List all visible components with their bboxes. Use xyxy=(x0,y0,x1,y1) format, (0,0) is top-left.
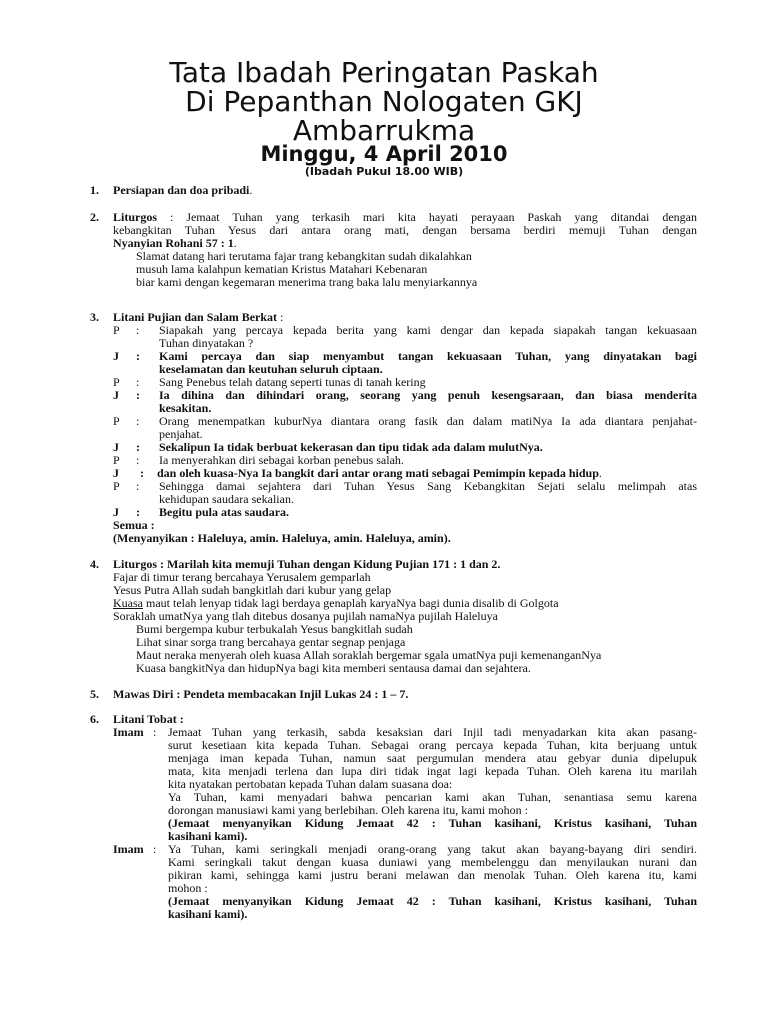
litany-line: kasihani kami). xyxy=(168,907,248,921)
litany-line: Jemaat Tuhan yang terkasih, sabda kesaksian dari Injil tadi menyadarkan kita akan pasang- xyxy=(168,725,697,739)
litany-line: Sehingga damai sejahtera dari Tuhan Yesus Sang Kebangkitan Sejati selalu melimpah atas xyxy=(159,479,697,493)
speaker-colon: : xyxy=(136,388,140,402)
speaker-colon: : xyxy=(136,349,140,363)
speaker-colon: : xyxy=(136,375,140,389)
litany-line: (Menyanyikan : Haleluya, amin. Haleluya, amin. Haleluya, amin). xyxy=(113,531,451,545)
section-6-heading: Litani Tobat : xyxy=(113,712,184,726)
speaker-label-p: P xyxy=(113,375,120,389)
speaker-label-j: J xyxy=(113,440,119,454)
litany-line: dan oleh kuasa-Nya Ia bangkit dari antar orang mati sebagai Pemimpin kepada hidup. xyxy=(157,466,602,480)
page-title-line3: Ambarrukma xyxy=(292,114,476,147)
litany-line: Kami percaya dan siap menyambut tangan kekuasaan Tuhan, yang dinyatakan bagi xyxy=(159,349,697,363)
litany-line: pikiran kami, sehingga kami justru berani melawan dan menolak Tuhan. Oleh karena itu, kami xyxy=(168,868,697,882)
litany-line: menjaga iman kepada Tuhan, namun saat pergumulan mendera atau gebyar dunia dipelupuk xyxy=(168,751,697,765)
speaker-label-j: J xyxy=(113,466,119,480)
section-2-line2: kebangkitan Tuhan Yesus dari antara orang mati, dengan bersama berdiri memuji Tuhan dengan xyxy=(113,223,697,237)
section-3-heading: Litani Pujian dan Salam Berkat : xyxy=(113,310,284,324)
hymn-verse-line: Fajar di timur terang bercahaya Yerusalem gemparlah xyxy=(113,570,371,584)
litany-line: mohon : xyxy=(168,881,208,895)
page-title-line1: Tata Ibadah Peringatan Paskah xyxy=(169,56,599,89)
speaker-label-imam: Imam xyxy=(113,842,144,856)
speaker-label-p: P xyxy=(113,453,120,467)
section-5-text: Mawas Diri : Pendeta membacakan Injil Lukas 24 : 1 – 7. xyxy=(113,687,409,701)
service-time-note: (Ibadah Pukul 18.00 WIB) xyxy=(304,165,464,178)
speaker-colon: : xyxy=(136,479,140,493)
litany-line: Tuhan dinyatakan ? xyxy=(159,336,254,350)
section-4-heading: Liturgos : Marilah kita memuji Tuhan dengan Kidung Pujian 171 : 1 dan 2. xyxy=(113,557,501,571)
section-4-number: 4. xyxy=(90,557,99,571)
speaker-colon: : xyxy=(136,453,140,467)
litany-line: Kami seringkali takut dengan kuasa duniawi yang membelenggu dan menyilaukan nurani dan xyxy=(168,855,697,869)
section-5-number: 5. xyxy=(90,687,99,701)
page-title-line2: Di Pepanthan Nologaten GKJ xyxy=(185,85,583,118)
speaker-label-p: P xyxy=(113,414,120,428)
hymn-verse-line: Kuasa bangkitNya dan hidupNya bagi kita memberi sentausa damai dan sejahtera. xyxy=(136,661,531,675)
hymn-verse-line: Lihat sinar sorga trang bercahaya gentar segnap penjaga xyxy=(136,635,406,649)
section-2-number: 2. xyxy=(90,210,99,224)
speaker-colon: : xyxy=(140,466,144,480)
litany-line: Ia dihina dan dihindari orang, seorang yang penuh kesengsaraan, dan biasa menderita xyxy=(159,388,697,402)
speaker-colon: : xyxy=(136,414,140,428)
litany-line: dorongan manusiawi kami yang berlebihan. Oleh karena itu, kami mohon : xyxy=(168,803,528,817)
section-1-text: Persiapan dan doa pribadi. xyxy=(113,183,253,197)
litany-line: kita nyatakan pertobatan kepada Tuhan dalam suasana doa: xyxy=(168,777,453,791)
litany-line: surut kesetiaan kita kepada Tuhan. Sebagai orang percaya kepada Tuhan, kita berjuang untuk xyxy=(168,738,697,752)
litany-line: Sang Penebus telah datang seperti tunas di tanah kering xyxy=(159,375,426,389)
hymn-verse-line: Slamat datang hari terutama fajar trang kebangkitan sudah dikalahkan xyxy=(136,249,472,263)
section-6-number: 6. xyxy=(90,712,99,726)
hymn-verse-line: Soraklah umatNya yang tlah ditebus dosanya pujilah namaNya pujilah Haleluya xyxy=(113,609,498,623)
section-1-number: 1. xyxy=(90,183,99,197)
litany-line: kasihani kami). xyxy=(168,829,248,843)
litany-line: Begitu pula atas saudara. xyxy=(159,505,290,519)
litany-line: Sekalipun Ia tidak berbuat kekerasan dan tipu tidak ada dalam mulutNya. xyxy=(159,440,543,454)
litany-line: kehidupan saudara sekalian. xyxy=(159,492,294,506)
hymn-verse-line: biar kami dengan kegemaran menerima trang baka lalu menyiarkannya xyxy=(136,275,478,289)
hymn-verse-line: Bumi bergempa kubur terbukalah Yesus bangkitlah sudah xyxy=(136,622,413,636)
speaker-label-imam: Imam xyxy=(113,725,144,739)
litany-line: Ya Tuhan, kami seringkali menjadi orang-orang yang takut akan bayang-bayang diri sendiri. xyxy=(168,842,697,856)
litany-line: (Jemaat menyanyikan Kidung Jemaat 42 : Tuhan kasihani, Kristus kasihani, Tuhan xyxy=(168,894,697,908)
speaker-label-j: J xyxy=(113,505,119,519)
litany-line: Orang menempatkan kuburNya diantara orang fasik dan dalam matiNya Ia ada diantara penjahat- xyxy=(159,414,697,428)
litany-line: keselamatan dan keutuhan seluruh ciptaan. xyxy=(159,362,383,376)
speaker-label-semua: Semua : xyxy=(113,518,155,532)
speaker-colon: : xyxy=(136,440,140,454)
speaker-label-j: J xyxy=(113,349,119,363)
litany-line: Ia menyerahkan diri sebagai korban penebus salah. xyxy=(159,453,404,467)
litany-line: Siapakah yang percaya kepada berita yang kami dengar dan kepada siapakah tangan kekuasaan xyxy=(159,323,697,337)
litany-line: kesakitan. xyxy=(159,401,212,415)
litany-line: penjahat. xyxy=(159,427,203,441)
speaker-colon: : xyxy=(136,323,140,337)
hymn-verse-line: Maut neraka menyerah oleh kuasa Allah soraklah bergemar sgala umatNya puji kemenanganNya xyxy=(136,648,602,662)
section-2-line3: Nyanyian Rohani 57 : 1. xyxy=(113,236,237,250)
service-date: Minggu, 4 April 2010 xyxy=(260,142,508,166)
speaker-colon: : xyxy=(136,505,140,519)
litany-line: (Jemaat menyanyikan Kidung Jemaat 42 : Tuhan kasihani, Kristus kasihani, Tuhan xyxy=(168,816,697,830)
litany-line: mata, kita menjadi terlena dan lupa diri tidak ingat lagi kepada Tuhan. Oleh karena itu marilah xyxy=(168,764,697,778)
section-3-number: 3. xyxy=(90,310,99,324)
speaker-colon: : xyxy=(153,725,157,739)
hymn-verse-line: Yesus Putra Allah sudah bangkitlah dari kubur yang gelap xyxy=(113,583,392,597)
speaker-label-p: P xyxy=(113,479,120,493)
litany-line: Ya Tuhan, kami menyadari bahwa pencarian kami akan Tuhan, senantiasa semu karena xyxy=(168,790,697,804)
speaker-label-j: J xyxy=(113,388,119,402)
hymn-verse-line: musuh lama kalahpun kematian Kristus Matahari Kebenaran xyxy=(136,262,428,276)
speaker-label-p: P xyxy=(113,323,120,337)
speaker-colon: : xyxy=(153,842,157,856)
section-2-line1: Liturgos : Jemaat Tuhan yang terkasih mari kita hayati perayaan Paskah yang ditandai dengan xyxy=(113,210,697,224)
hymn-verse-line: Kuasa maut telah lenyap tidak lagi berdaya genaplah karyaNya bagi dunia disalib di Golgota xyxy=(113,596,559,610)
